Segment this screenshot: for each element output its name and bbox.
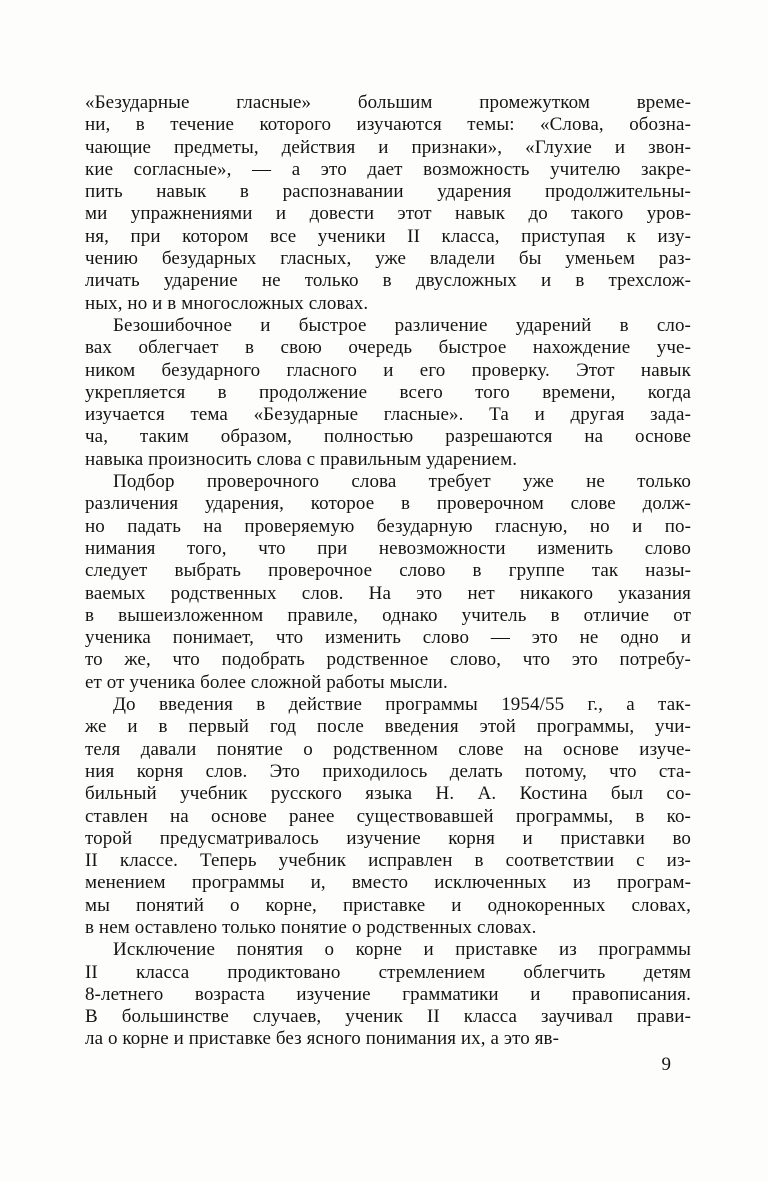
- text-line: ет от ученика более сложной работы мысли.: [85, 671, 448, 693]
- text-line: II класса продиктовано стремлением облегчить детям: [85, 961, 691, 983]
- text-line: Подбор проверочного слова требует уже не только: [113, 471, 691, 493]
- text-line: В большинстве случаев, ученик II класса заучивал прави-: [85, 1006, 691, 1028]
- text-line: ни, в течение которого изучаются темы: «Слова, обозна-: [85, 114, 691, 136]
- text-line: менением программы и, вместо исключенных из програм-: [85, 872, 691, 894]
- text-line: ваемых родственных слов. На это нет никакого указания: [85, 582, 691, 604]
- text-line: ученика понимает, что изменить слово — это не одно и: [85, 627, 691, 649]
- text-line: в вышеизложенном правиле, однако учитель в отличие от: [85, 604, 691, 626]
- text-line: вах облегчает в свою очередь быстрое нахождение уче-: [85, 337, 691, 359]
- text-line: пить навык в распознавании ударения продолжительны-: [85, 181, 691, 203]
- text-line: бильный учебник русского языка Н. А. Костина был со-: [85, 783, 691, 805]
- text-line: теля давали понятие о родственном слове на основе изуче-: [85, 738, 691, 760]
- paragraph: [85, 315, 691, 471]
- text-line: До введения в действие программы 1954/55 г., а так-: [113, 694, 691, 716]
- text-line: II классе. Теперь учебник исправлен в соответствии с из-: [85, 850, 691, 872]
- text-line: ных, но и в многосложных словах.: [85, 292, 369, 314]
- text-line: навыка произносить слова с правильным ударением.: [85, 448, 518, 470]
- text-line: изучается тема «Безударные гласные». Та и другая зада-: [85, 404, 691, 426]
- page-text: [85, 92, 691, 1051]
- text-line: кие согласные», — а это дает возможность учителю закре-: [85, 158, 691, 180]
- text-line: чению безударных гласных, уже владели бы уменьем раз-: [85, 248, 691, 270]
- text-line: укрепляется в продолжение всего того времени, когда: [85, 381, 691, 403]
- text-line: «Безударные гласные» большим промежутком време-: [85, 92, 691, 113]
- text-line: ставлен на основе ранее существовавшей программы, в ко-: [85, 805, 691, 827]
- page-number: 9: [661, 1054, 671, 1075]
- paragraph: [85, 694, 691, 939]
- text-line: в нем оставлено только понятие о родственных словах.: [85, 916, 537, 938]
- text-line: нимания того, что при невозможности изменить слово: [85, 537, 691, 559]
- text-line: мы понятий о корне, приставке и однокоренных словах,: [85, 894, 691, 916]
- text-line: различения ударения, которое в проверочном слове долж-: [85, 493, 691, 515]
- text-line: ня, при котором все ученики II класса, приступая к изу-: [85, 225, 691, 247]
- text-line: же и в первый год после введения этой программы, учи-: [85, 716, 691, 738]
- text-line: 8-летнего возраста изучение грамматики и правописания.: [85, 983, 691, 1005]
- text-line: следует выбрать проверочное слово в группе так назы-: [85, 560, 691, 582]
- text-line: ми упражнениями и довести этот навык до такого уров-: [85, 203, 691, 225]
- text-line: но падать на проверяемую безударную гласную, но и по-: [85, 515, 691, 537]
- text-line: Безошибочное и быстрое различение ударений в сло-: [113, 314, 691, 336]
- text-line: личать ударение не только в двусложных и в трехслож-: [85, 270, 691, 292]
- paragraph: [85, 92, 691, 315]
- text-line: ником безударного гласного и его проверку. Этот навык: [85, 359, 691, 381]
- text-line: ния корня слов. Это приходилось делать потому, что ста-: [85, 760, 691, 782]
- text-line: ча, таким образом, полностью разрешаются на основе: [85, 426, 691, 448]
- paragraph: [85, 471, 691, 694]
- paragraph: [85, 939, 691, 1050]
- text-line: то же, что подобрать родственное слово, что это потребу-: [85, 649, 691, 671]
- text-line: чающие предметы, действия и признаки», «Глухие и звон-: [85, 136, 691, 158]
- text-line: ла о корне и приставке без ясного понимания их, а это яв-: [85, 1028, 560, 1050]
- text-line: торой предусматривалось изучение корня и приставки во: [85, 827, 691, 849]
- text-line: Исключение понятия о корне и приставке из программы: [113, 939, 691, 961]
